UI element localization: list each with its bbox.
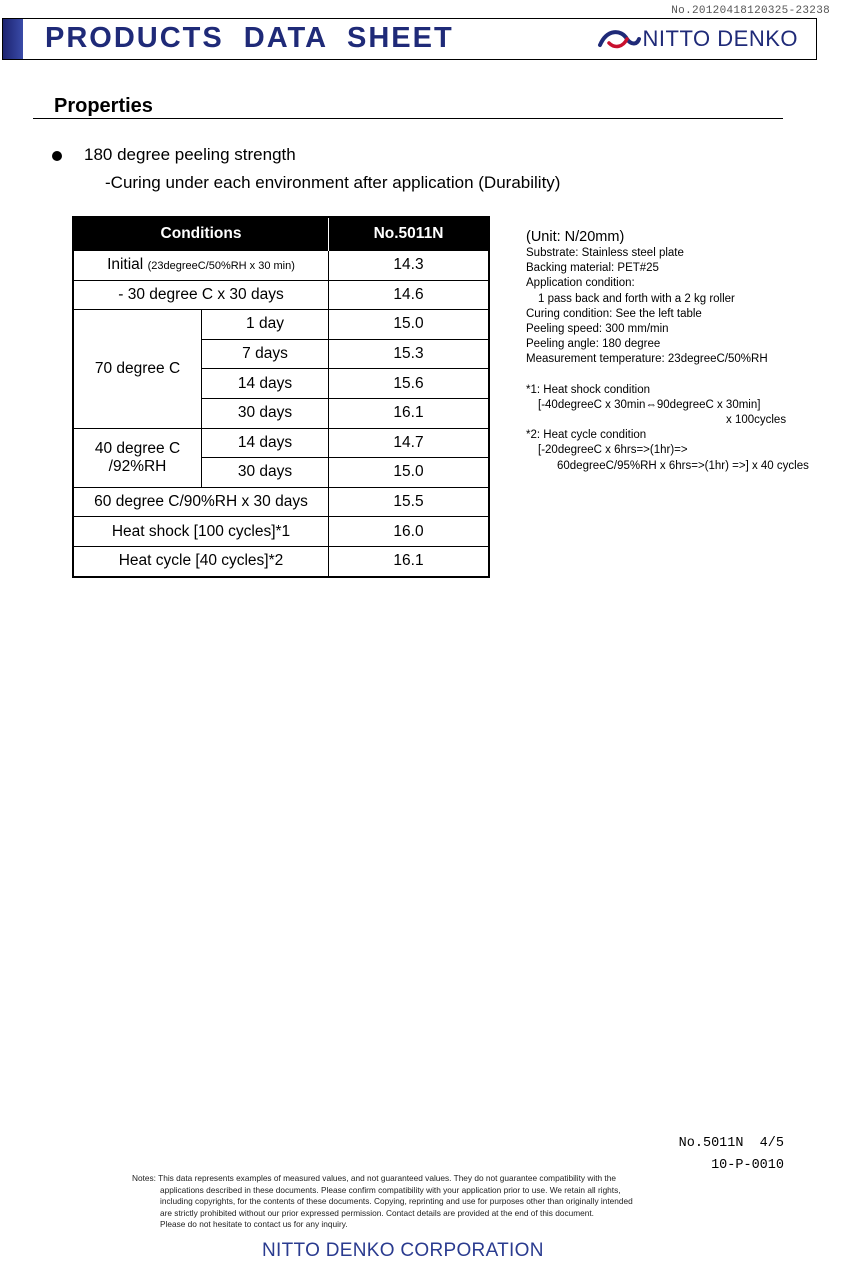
group-cell [73,428,202,487]
value-cell: 14.7 [329,428,490,458]
group-label-line1: 40 degree C [94,439,181,457]
condition-cell: Heat cycle [40 cycles]*2 [73,546,329,576]
backing-note: Backing material: PET#25 [526,262,659,275]
heat-cycle-title: *2: Heat cycle condition [526,429,647,442]
brand-logo [597,26,798,52]
bullet-heading: 180 degree peeling strength [84,145,296,164]
duration-cell: 30 days [202,458,329,488]
value-cell: 14.3 [329,251,490,281]
column-header-conditions: Conditions [73,217,329,251]
application-note: Application condition: [526,277,635,290]
table-row [73,280,489,310]
table-row [73,428,489,458]
heat-shock-line1: [-40degreeC x 30min⇔90degreeC x 30min] [538,398,761,411]
value-cell: 15.0 [329,310,490,340]
table-header-row [73,217,489,251]
column-header-product: No.5011N [329,217,490,251]
disclaimer-line: are strictly prohibited without our prior expressed permission. Contact details are provided at the end of this document. [160,1207,594,1218]
value-cell: 15.5 [329,487,490,517]
disclaimer-line: Notes: This data represents examples of measured values, and not guaranteed values. They do not guarantee compatibility with the [132,1173,616,1183]
value-cell: 16.0 [329,517,490,547]
condition-cell: - 30 degree C x 30 days [73,280,329,310]
duration-cell: 7 days [202,339,329,369]
form-code: 10-P-0010 [711,1158,784,1173]
value-cell: 15.3 [329,339,490,369]
table-row [73,546,489,576]
section-title: Properties [54,95,153,117]
condition-cell [73,251,329,281]
brand-name: NITTO DENKO [642,26,798,51]
application-detail-note: 1 pass back and forth with a 2 kg roller [538,292,735,305]
page-reference: No.5011N 4/5 [678,1136,784,1151]
condition-cell: 60 degree C/90%RH x 30 days [73,487,329,517]
angle-note: Peeling angle: 180 degree [526,338,661,351]
disclaimer-notes [132,1173,697,1231]
peel-strength-table [72,216,490,578]
unit-note: (Unit: N/20mm) [526,229,625,245]
table-row [73,310,489,340]
disclaimer-line: including copyrights, for the contents of these documents. Copying, reprinting and use for purposes other than originally intended [160,1196,633,1207]
nitto-logo-icon [597,27,641,51]
notes-spacer [526,368,809,383]
corporation-name: NITTO DENKO CORPORATION [262,1240,544,1261]
bullet-dot [52,151,62,161]
heat-cycle-line2: 60degreeC/95%RH x 6hrs=>(1hr) =>] x 40 cycles [557,459,809,472]
heat-cycle-line1: [-20degreeC x 6hrs=>(1hr)=> [538,444,688,457]
duration-cell: 14 days [202,428,329,458]
curing-note: Curing condition: See the left table [526,307,702,320]
speed-note: Peeling speed: 300 mm/min [526,323,669,336]
test-conditions-notes [526,228,809,474]
header-bar [2,18,817,60]
bullet-subtitle: -Curing under each environment after application (Durability) [105,173,561,192]
group-label-line2: /92%RH [108,457,167,475]
table-row [73,517,489,547]
value-cell: 15.0 [329,458,490,488]
disclaimer-line: Please do not hesitate to contact us for any inquiry. [160,1219,348,1230]
group-cell: 70 degree C [73,310,202,428]
heat-shock-title: *1: Heat shock condition [526,383,651,396]
table-row [73,251,489,281]
table-row [73,487,489,517]
duration-cell: 14 days [202,369,329,399]
duration-cell: 1 day [202,310,329,340]
value-cell: 15.6 [329,369,490,399]
value-cell: 16.1 [329,398,490,428]
disclaimer-line: applications described in these documents. Please confirm compatibility with your application prior to use. We retain all rights, [160,1184,621,1195]
substrate-note: Substrate: Stainless steel plate [526,247,684,259]
value-cell: 14.6 [329,280,490,310]
heat-shock-line2: x 100cycles [726,414,787,427]
header-accent [3,19,23,59]
section-divider [33,118,783,119]
document-number: No.20120418120325-23238 [671,5,830,17]
condition-cell: Heat shock [100 cycles]*1 [73,517,329,547]
temperature-note: Measurement temperature: 23degreeC/50%RH [526,353,768,366]
header-title: PRODUCTS DATA SHEET [45,22,454,54]
condition-label: Initial [107,256,144,274]
value-cell: 16.1 [329,546,490,576]
footer-reference [679,1133,784,1177]
duration-cell: 30 days [202,398,329,428]
condition-detail: (23degreeC/50%RH x 30 min) [147,260,295,273]
